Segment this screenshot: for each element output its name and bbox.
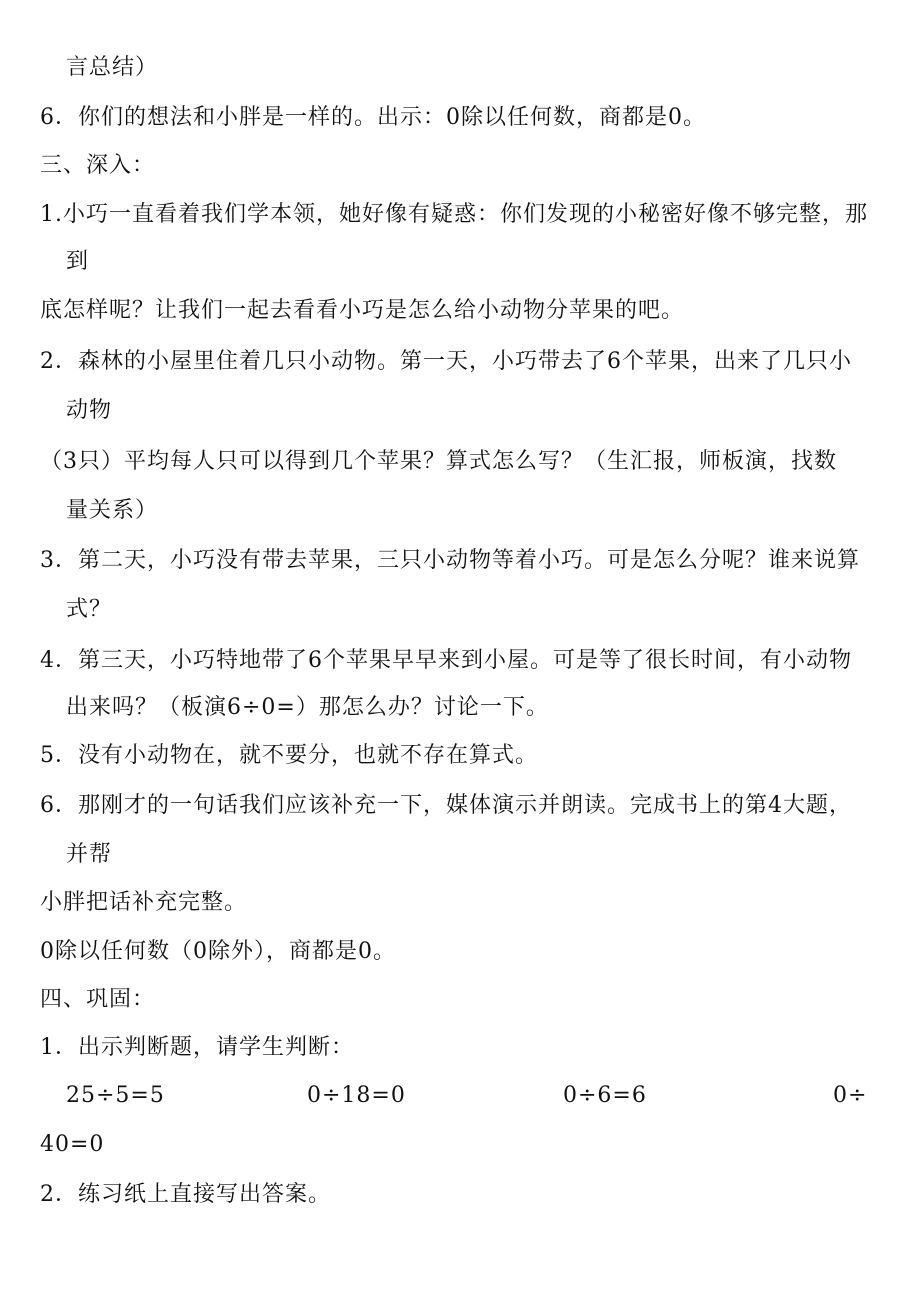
text-line: 1．出示判断题，请学生判断： — [40, 1035, 354, 1060]
text-line: 并帮 — [66, 842, 113, 867]
judgement-item: 25÷5=5 — [66, 1083, 165, 1108]
section-heading: 三、深入： — [40, 153, 156, 178]
judgement-item: 0÷18=0 — [307, 1083, 406, 1108]
text-line: 小胖把话补充完整。 — [40, 890, 248, 915]
text-line: 言总结） — [66, 55, 159, 80]
text-line: 3．第二天，小巧没有带去苹果，三只小动物等着小巧。可是怎么分呢？谁来说算 — [40, 548, 860, 573]
text-line: 4．第三天，小巧特地带了6个苹果早早来到小屋。可是等了很长时间，有小动物 — [40, 648, 852, 673]
text-line: 到 — [66, 249, 90, 274]
text-line: 式？ — [66, 597, 113, 622]
text-line: 出来吗？（板演6÷0=）那怎么办？讨论一下。 — [66, 695, 549, 720]
judgement-item: 0÷ — [833, 1083, 868, 1108]
text-line: 量关系） — [66, 498, 159, 523]
text-line: 底怎样呢？让我们一起去看看小巧是怎么给小动物分苹果的吧。 — [40, 298, 685, 323]
judgement-item: 0÷6=6 — [563, 1083, 647, 1108]
text-line: 6．那刚才的一句话我们应该补充一下，媒体演示并朗读。完成书上的第4大题， — [40, 793, 852, 818]
text-line: 5．没有小动物在，就不要分，也就不存在算式。 — [40, 743, 538, 768]
judgement-item-wrap: 40=0 — [40, 1132, 105, 1157]
text-line: 2．森林的小屋里住着几只小动物。第一天，小巧带去了6个苹果，出来了几只小 — [40, 349, 852, 374]
text-line: 动物 — [66, 398, 113, 423]
text-line: 2．练习纸上直接写出答案。 — [40, 1182, 331, 1207]
text-line: 6．你们的想法和小胖是一样的。出示：0除以任何数，商都是0。 — [40, 105, 706, 130]
text-line: 1.小巧一直看着我们学本领，她好像有疑惑：你们发现的小秘密好像不够完整，那 — [40, 202, 868, 227]
text-line: 0除以任何数（0除外），商都是0。 — [40, 939, 396, 964]
text-line: （3只）平均每人只可以得到几个苹果？算式怎么写？（生汇报，师板演，找数 — [40, 449, 837, 474]
section-heading: 四、巩固： — [40, 987, 156, 1012]
